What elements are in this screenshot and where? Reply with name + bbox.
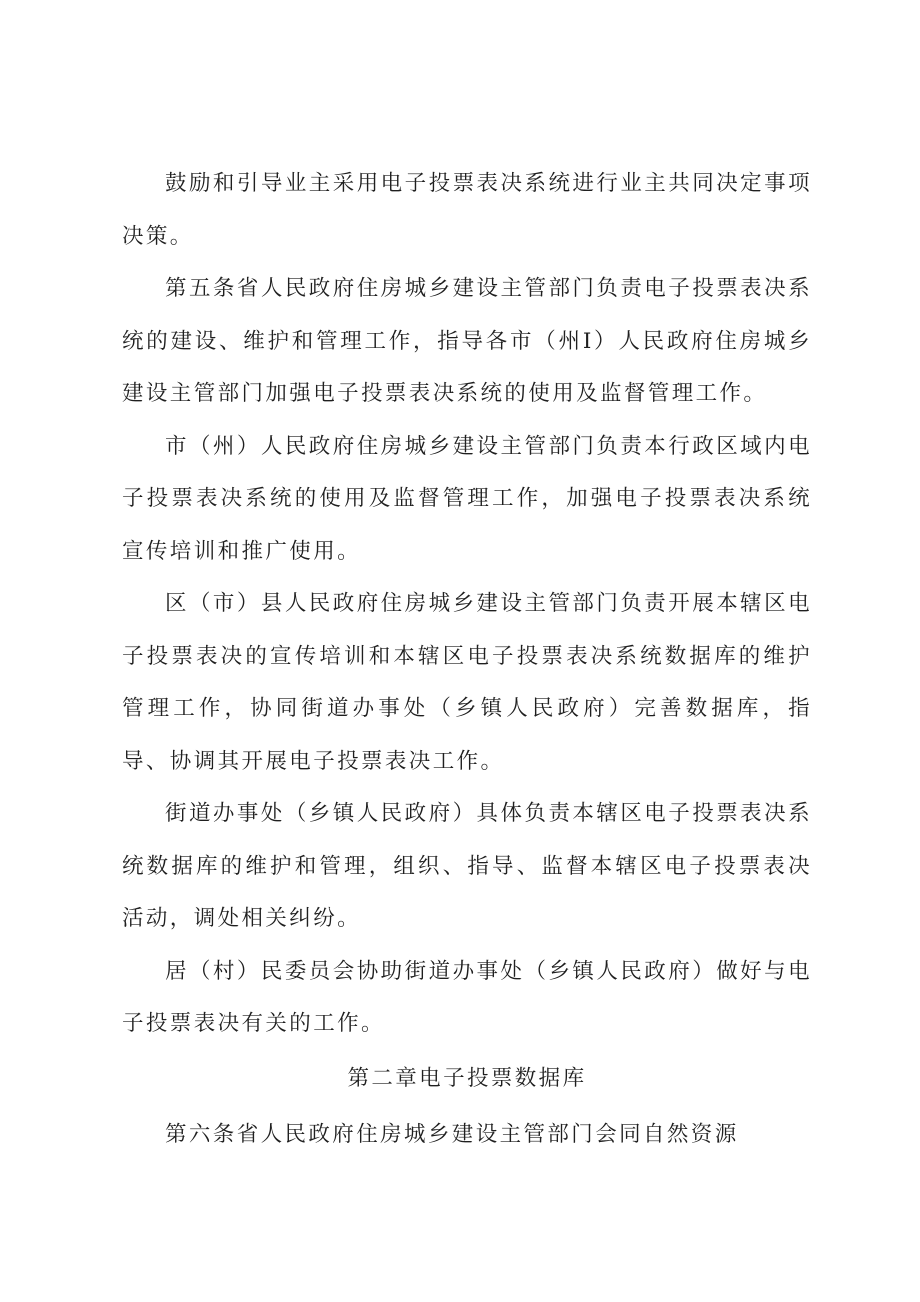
paragraph-article-five: 第五条省人民政府住房城乡建设主管部门负责电子投票表决系统的建设、维护和管理工作，指导各市（州I）人民政府住房城乡建设主管部门加强电子投票表决系统的使用及监督管理工作。 — [122, 276, 812, 406]
paragraph-street-office-responsibility: 街道办事处（乡镇人民政府）具体负责本辖区电子投票表决系统数据库的维护和管理，组织、指导、监督本辖区电子投票表决活动，调处相关纠纷。 — [122, 801, 812, 931]
paragraph-district-responsibility: 区（市）县人民政府住房城乡建设主管部门负责开展本辖区电子投票表决的宣传培训和本辖区电子投票表决系统数据库的维护管理工作，协同街道办事处（乡镇人民政府）完善数据库，指导、协调其开展电子投票表决工作。 — [122, 591, 812, 774]
paragraph-encourage-voting: 鼓励和引导业主采用电子投票表决系统进行业主共同决定事项决策。 — [122, 171, 812, 249]
document-body — [122, 158, 812, 1164]
chapter-heading: 第二章电子投票数据库 — [347, 1065, 587, 1091]
paragraph-article-six: 第六条省人民政府住房城乡建设主管部门会同自然资源 — [165, 1121, 739, 1147]
paragraph-city-responsibility: 市（州）人民政府住房城乡建设主管部门负责本行政区域内电子投票表决系统的使用及监督管理工作，加强电子投票表决系统宣传培训和推广使用。 — [122, 433, 812, 564]
paragraph-residents-committee: 居（村）民委员会协助街道办事处（乡镇人民政府）做好与电子投票表决有关的工作。 — [122, 958, 812, 1036]
